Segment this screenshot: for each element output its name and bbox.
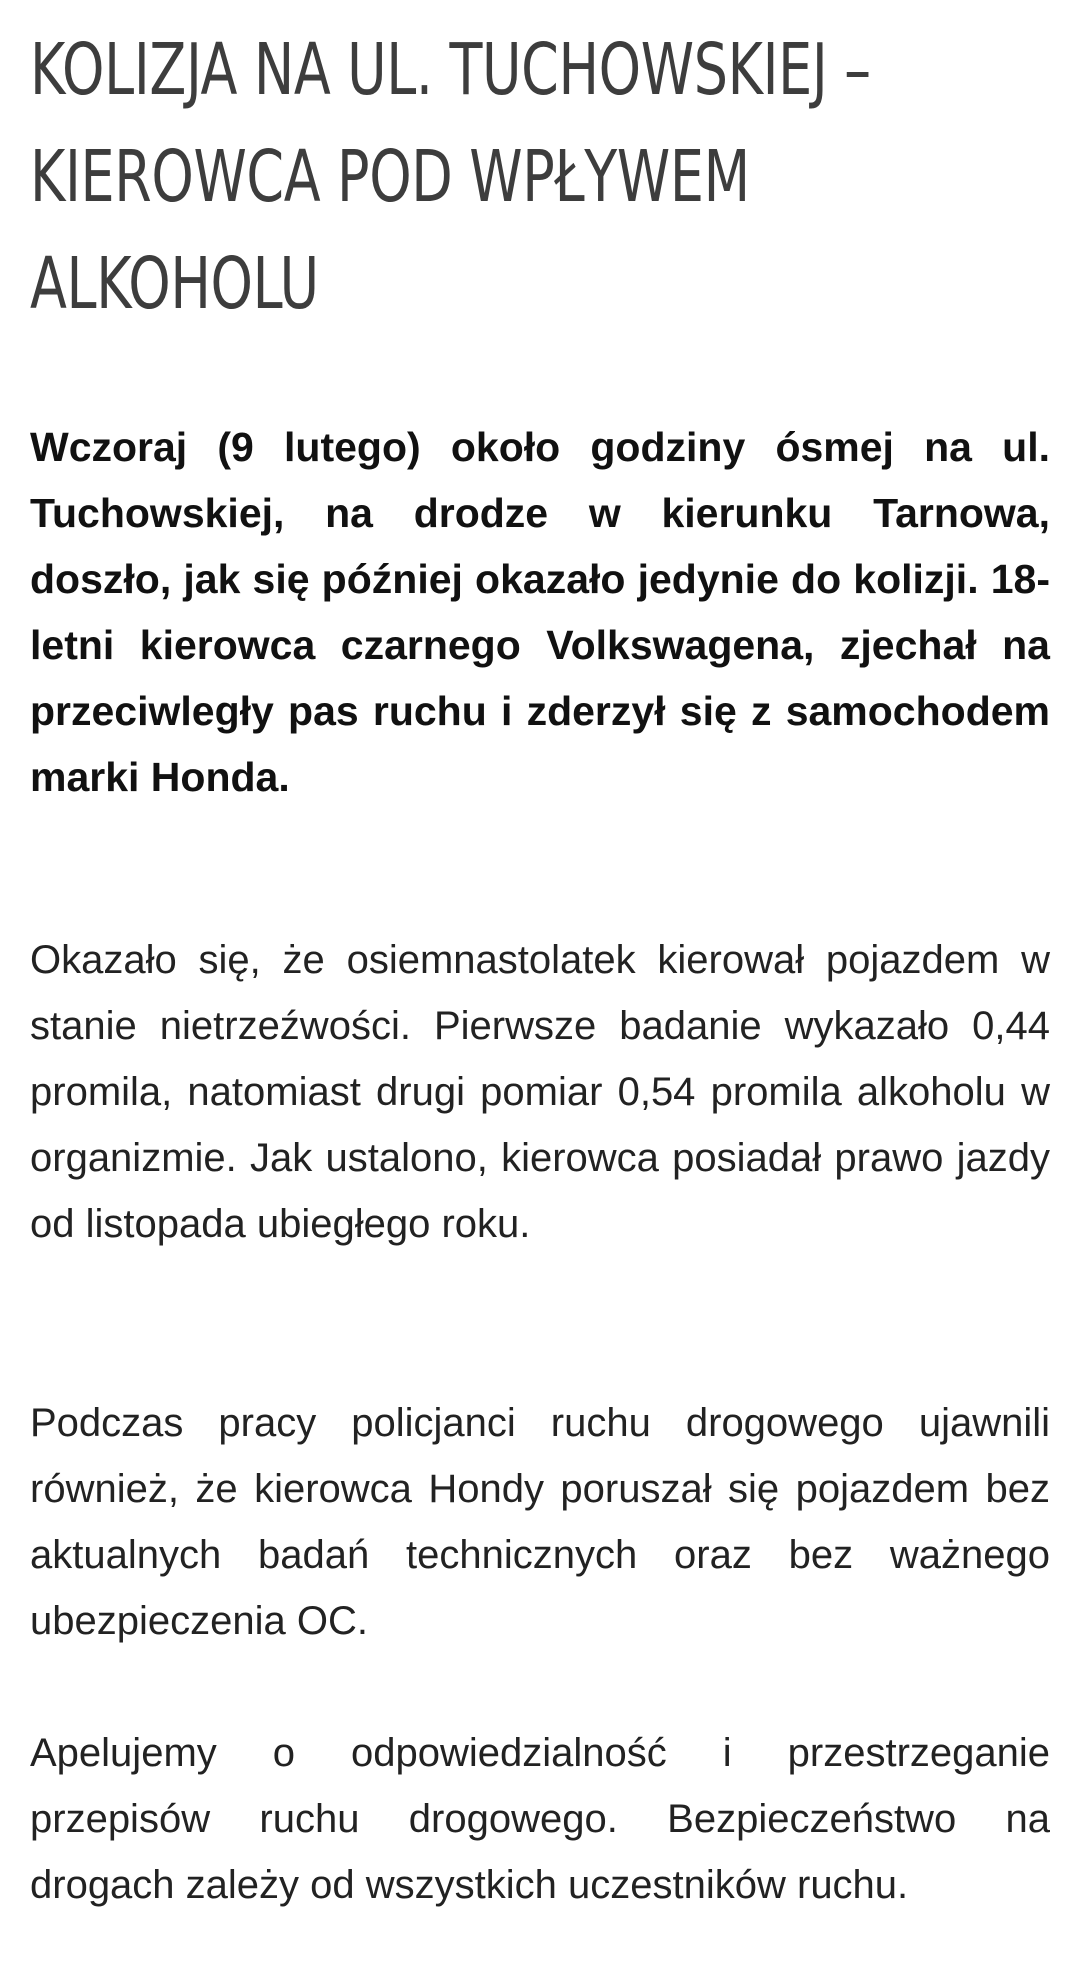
article-paragraph-1: Okazało się, że osiemnastolatek kierował pojazdem w stanie nietrzeźwości. Pierwsze badanie wykazało 0,44 promila, natomiast drugi pomiar 0,54 promila alkoholu w organizmie. Jak ustalono, kierowca posiadał prawo jazdy od listopada ubiegłego roku. [30, 938, 1050, 1246]
article [30, 0, 1050, 1907]
article-lead: Wczoraj (9 lutego) około godziny ósmej na ul. Tuchowskiej, na drodze w kierunku Tarnowa, doszło, jak się później okazało jedynie do kolizji. 18-letni kierowca czarnego Volkswagena, zjechał na przeciwległy pas ruchu i zderzył się z samochodem marki Honda. [30, 424, 1050, 800]
article-title: KOLIZJA NA UL. TUCHOWSKIEJ – KIEROWCA POD WPŁYWEM ALKOHOLU [30, 28, 871, 325]
article-paragraph-3: Apelujemy o odpowiedzialność i przestrzeganie przepisów ruchu drogowego. Bezpieczeństwo na drogach zależy od wszystkich uczestników ruchu. [30, 1731, 1050, 1907]
article-paragraph-2: Podczas pracy policjanci ruchu drogowego ujawnili również, że kierowca Hondy poruszał się pojazdem bez aktualnych badań technicznych oraz bez ważnego ubezpieczenia OC. [30, 1401, 1050, 1643]
